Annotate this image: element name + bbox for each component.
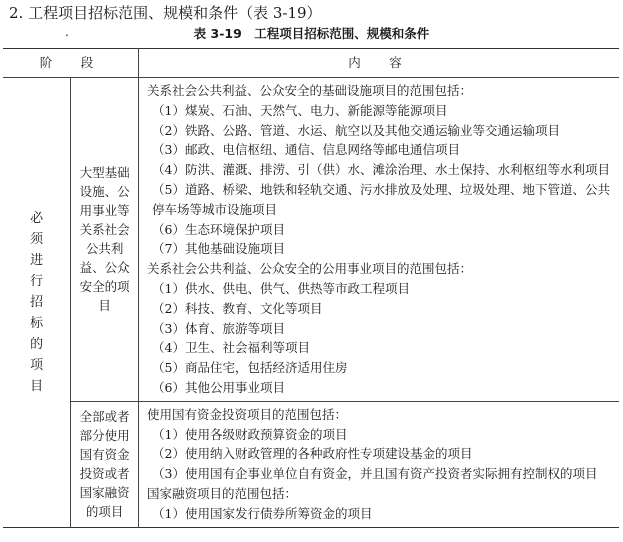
content-line: （3）邮政、电信枢纽、通信、信息网络等邮电通信项目 [152, 142, 460, 158]
content-line: （1）使用国家发行债券所筹资金的项目 [152, 505, 373, 521]
stage-label: 必须进行招标的项目 [30, 210, 44, 394]
content-line: （1）煤炭、石油、天然气、电力、新能源等能源项目 [152, 102, 448, 118]
content-line: （3）体育、旅游等项目 [152, 320, 285, 336]
content-line: （2）使用纳入财政管理的各种政府性专项建设基金的项目 [152, 446, 473, 462]
content-line: 国家融资项目的范围包括： [147, 485, 298, 501]
section-heading: 2. 工程项目招标范围、规模和条件（表 3-19） [9, 4, 322, 22]
table-header-row [3, 49, 619, 78]
content-line: （4）卫生、社会福利等项目 [152, 340, 310, 356]
scope-table [3, 48, 619, 528]
table-row [3, 401, 619, 527]
content-line: （3）使用国有企事业单位自有资金，并且国有资产投资者实际拥有控制权的项目 [152, 466, 598, 482]
content-line: （2）科技、教育、文化等项目 [152, 300, 323, 316]
content-line: 使用国有资金投资项目的范围包括： [147, 406, 348, 422]
content-line: 关系社会公共利益、公众安全的基础设施项目的范围包括： [147, 83, 473, 98]
category-cell [71, 401, 139, 527]
category-label: 全部或者部分使用国有资金投资或者国家融资的项目 [79, 409, 130, 520]
category-cell [71, 78, 139, 402]
stage-label-cell [3, 78, 71, 528]
content-line: （1）使用各级财政预算资金的项目 [152, 426, 348, 442]
content-line: （5）道路、桥梁、地铁和轻轨交通、污水排放及处理、垃圾处理、地下管道、公共停车场等城市设施项目 [152, 181, 610, 217]
stray-dot: . [65, 25, 69, 39]
content-line: （4）防洪、灌溉、排涝、引（供）水、滩涂治理、水土保持、水利枢纽等水利项目 [152, 162, 610, 178]
content-line: （5）商品住宅，包括经济适用住房 [152, 360, 348, 376]
category-label: 大型基础设施、公用事业等关系社会公共利益、公众安全的项目 [79, 165, 130, 314]
content-line: 关系社会公共利益、公众安全的公用事业项目的范围包括： [147, 261, 473, 277]
content-line: （2）铁路、公路、管道、水运、航空以及其他交通运输业等交通运输项目 [152, 122, 560, 138]
content-line: （1）供水、供电、供气、供热等市政工程项目 [152, 280, 410, 296]
content-line: （6）生态环境保护项目 [152, 221, 285, 237]
header-stage: 阶 段 [3, 49, 139, 78]
header-content: 内 容 [139, 49, 620, 78]
content-cell [139, 78, 620, 402]
content-cell [139, 401, 620, 527]
table-caption: 表 3-19 工程项目招标范围、规模和条件 [193, 26, 430, 41]
content-line: （6）其他公用事业项目 [152, 379, 285, 395]
table-row [3, 78, 619, 402]
content-line: （7）其他基础设施项目 [152, 241, 285, 257]
